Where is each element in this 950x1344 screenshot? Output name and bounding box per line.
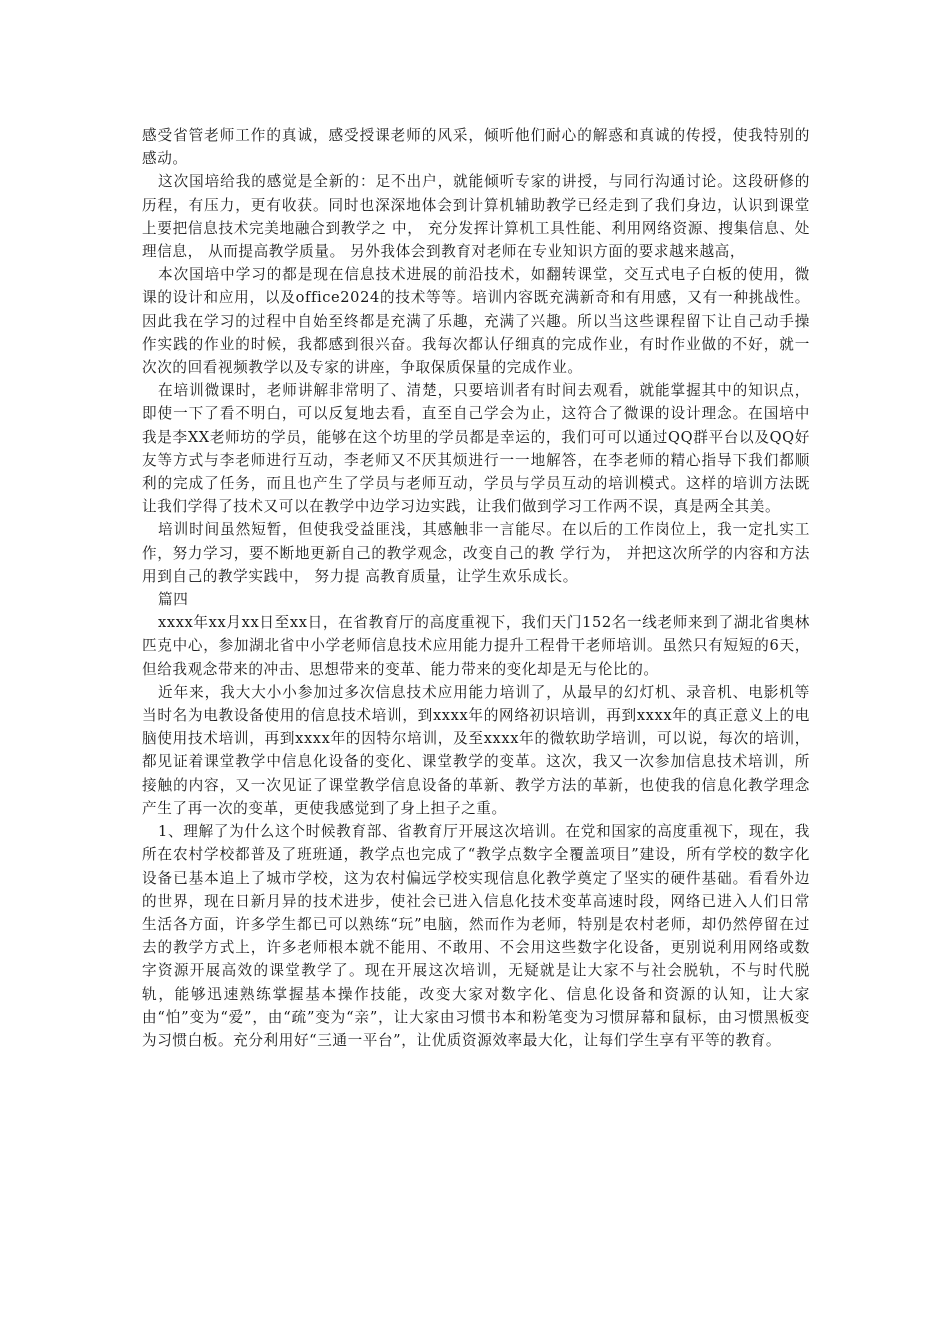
paragraph-1: 感受省管老师工作的真诚，感受授课老师的风采，倾听他们耐心的解惑和真诚的传授，使我特别的感动。 xyxy=(142,127,810,168)
document-body xyxy=(142,124,810,1052)
paragraph-4: 在培训微课时，老师讲解非常明了、清楚，只要培训者有时间去观看，就能掌握其中的知识点，即使一下了看不明白，可以反复地去看，直至自己学会为止，这符合了微课的设计理念。在国培中我是李XX老师坊的学员，能够在这个坊里的学员都是幸运的，我们可可以通过QQ群平台以及QQ好友等方式与李老师进行互动，李老师又不厌其烦进行一一地解答，在李老师的精心指导下我们都顺利的完成了任务，而且也产生了学员与老师互动，学员与学员互动的培训模式。这样的培训方法既让我们学得了技术又可以在教学中边学习边实践，让我们做到学习工作两不误，真是两全其美。 xyxy=(142,382,810,516)
section-heading: 篇四 xyxy=(158,591,189,609)
section-paragraph-2: 近年来，我大大小小参加过多次信息技术应用能力培训了，从最早的幻灯机、录音机、电影机等当时名为电教设备使用的信息技术培训，到xxxx年的网络初识培训，再到xxxx年的真正意义上的电脑使用技术培训，再到xxxx年的因特尔培训，及至xxxx年的微软助学培训，可以说，每次的培训，都见证着课堂教学中信息化设备的变化、课堂教学的变革。这次，我又一次参加信息技术培训，所接触的内容，又一次见证了课堂教学信息设备的革新、教学方法的革新，也使我的信息化教学理念产生了再一次的变革，更使我感觉到了身上担子之重。 xyxy=(142,683,810,817)
paragraph-5: 培训时间虽然短暂，但使我受益匪浅，其感触非一言能尽。在以后的工作岗位上，我一定扎实工作，努力学习，要不断地更新自己的教学观念，改变自己的教 学行为， 并把这次所学的内容和方法用到自己的教学实践中， 努力提 高教育质量，让学生欢乐成长。 xyxy=(142,521,810,585)
section-paragraph-3: 1、理解了为什么这个时候教育部、省教育厅开展这次培训。在党和国家的高度重视下，现在，我所在农村学校都普及了班班通，教学点也完成了“教学点数字全覆盖项目”建设，所有学校的数字化设备已基本追上了城市学校，这为农村偏远学校实现信息化教学奠定了坚实的硬件基础。看看外边的世界，现在日新月异的技术进步，使社会已进入信息化技术变革高速时段，网络已进入人们日常生活各方面，许多学生都已可以熟练“玩”电脑，然而作为老师，特别是农村老师，却仍然停留在过去的教学方式上，许多老师根本就不能用、不敢用、不会用这些数字化设备，更别说利用网络或数字资源开展高效的课堂教学了。现在开展这次培训，无疑就是让大家不与社会脱轨，不与时代脱轨，能够迅速熟练掌握基本操作技能，改变大家对数字化、信息化设备和资源的认知，让大家由“怕”变为“爱”，由“疏”变为“亲”，让大家由习惯书本和粉笔变为习惯屏幕和鼠标，由习惯黑板变为习惯白板。充分利用好“三通一平台”，让优质资源效率最大化，让每们学生享有平等的教育。 xyxy=(142,823,810,1049)
section-paragraph-1: xxxx年xx月xx日至xx日，在省教育厅的高度重视下，我们天门152名一线老师来到了湖北省奥林匹克中心，参加湖北省中小学老师信息技术应用能力提升工程骨干老师培训。虽然只有短短的6天，但给我观念带来的冲击、思想带来的变革、能力带来的变化却是无与伦比的。 xyxy=(142,614,810,678)
paragraph-3: 本次国培中学习的都是现在信息技术进展的前沿技术，如翻转课堂，交互式电子白板的使用，微课的设计和应用，以及office2024的技术等等。培训内容既充满新奇和有用感，又有一种挑战性。因此我在学习的过程中自始至终都是充满了乐趣，充满了兴趣。所以当这些课程留下让自己动手操作实践的作业的时候，我都感到很兴奋。我每次都认仔细真的完成作业，有时作业做的不好，就一次次的回看视频教学以及专家的讲座，争取保质保量的完成作业。 xyxy=(142,266,810,377)
paragraph-2: 这次国培给我的感觉是全新的：足不出户，就能倾听专家的讲授，与同行沟通讨论。这段研修的历程，有压力，更有收获。同时也深深地体会到计算机辅助教学已经走到了我们身边，认识到课堂上要把信息技术完美地融合到教学之 中， 充分发挥计算机工具性能、利用网络资源、搜集信息、处理信息， 从而提高教学质量。 另外我体会到教育对老师在专业知识方面的要求越来越高， xyxy=(142,173,810,261)
